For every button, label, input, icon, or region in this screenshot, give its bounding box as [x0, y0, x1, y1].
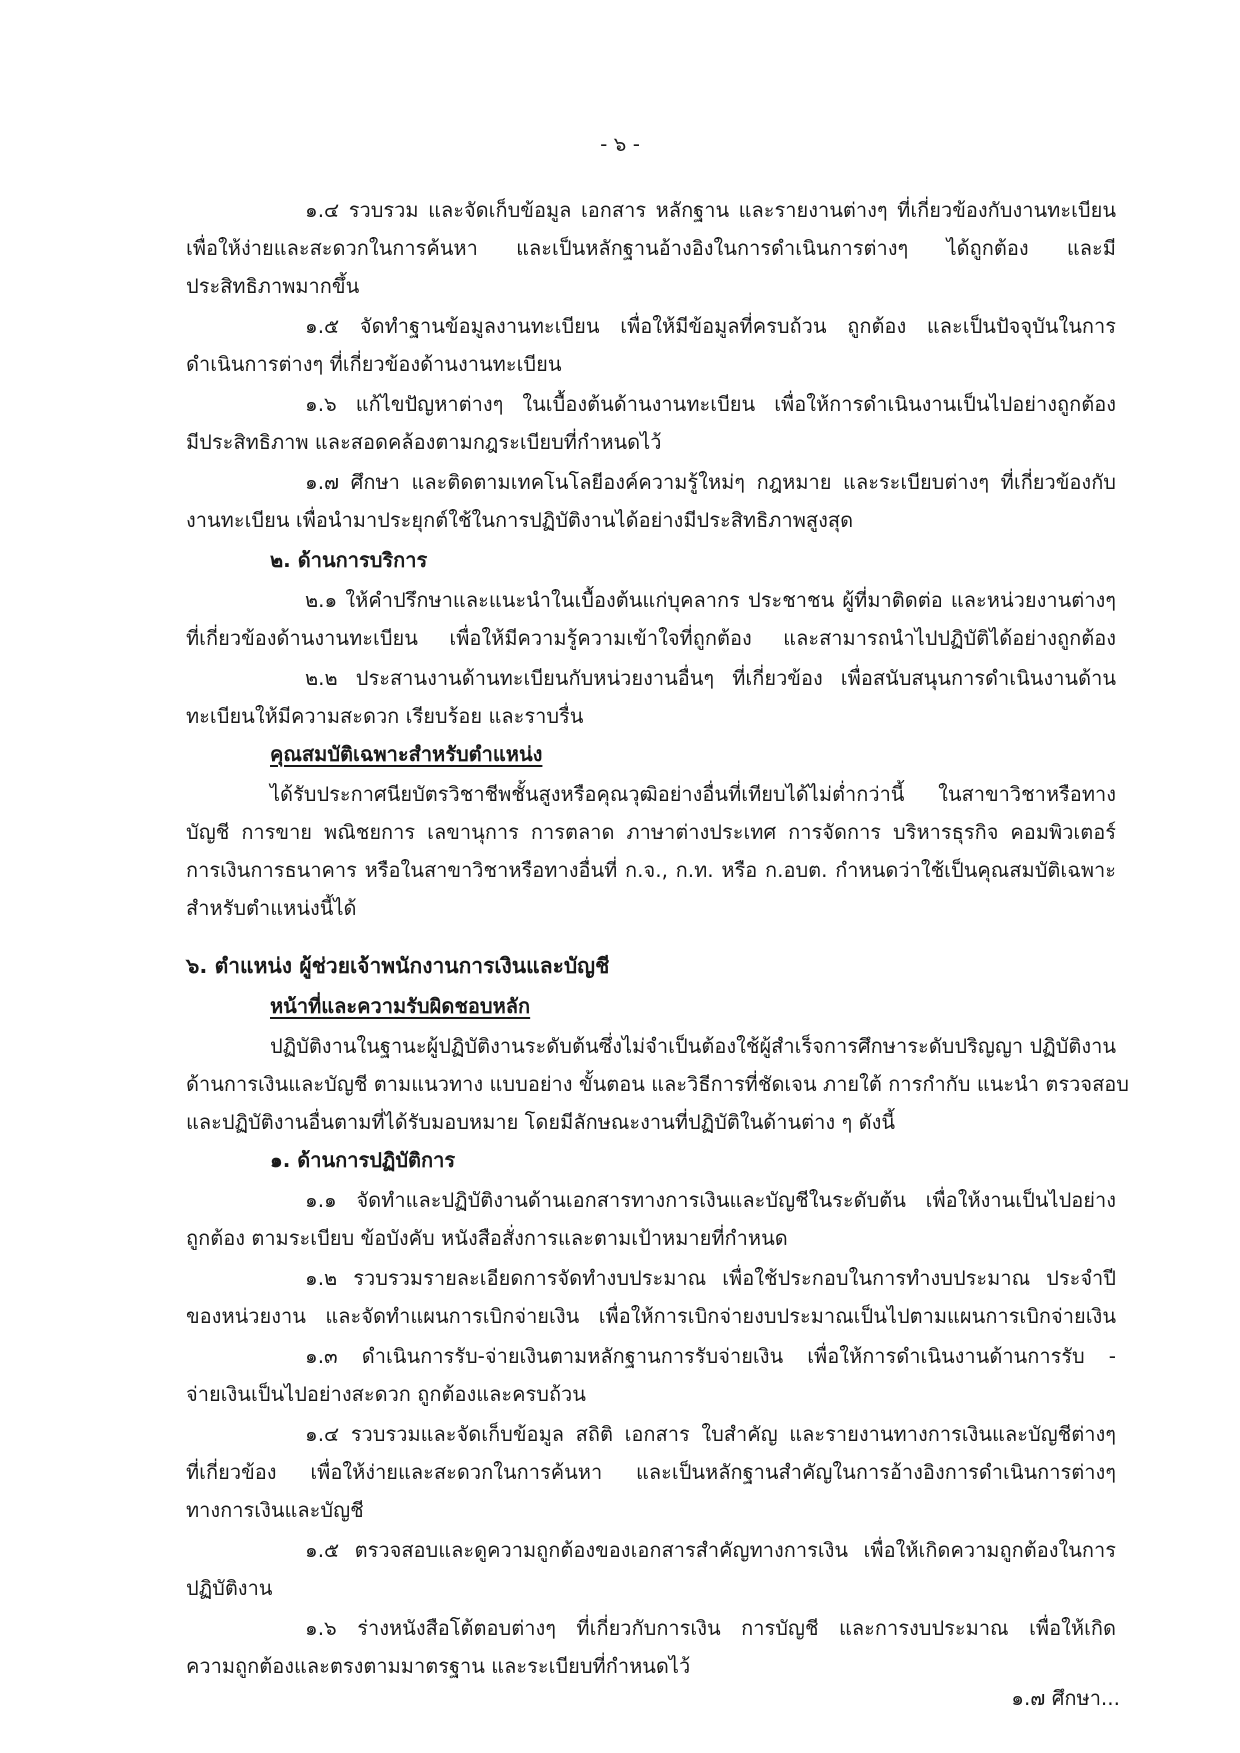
paragraph-line: ที่เกี่ยวข้อง เพื่อให้ง่ายและสะดวกในการค้นหา และเป็นหลักฐานสำคัญในการอ้างอิงการดำเนินการต่างๆ	[186, 1460, 1116, 1484]
paragraph-line: ๑.๓ ดำเนินการรับ-จ่ายเงินตามหลักฐานการรับจ่ายเงิน เพื่อให้การดำเนินงานด้านการรับ -	[305, 1344, 1116, 1368]
paragraph-line: ทะเบียนให้มีความสะดวก เรียบร้อย และราบรื่น	[186, 704, 584, 728]
paragraph-line: ถูกต้อง ตามระเบียบ ข้อบังคับ หนังสือสั่งการและตามเป้าหมายที่กำหนด	[186, 1226, 788, 1250]
paragraph-line: ได้รับประกาศนียบัตรวิชาชีพชั้นสูงหรือคุณวุฒิอย่างอื่นที่เทียบได้ไม่ต่ำกว่านี้ ในสาขาวิชาหรือทาง	[270, 782, 1116, 806]
paragraph-line: ทางการเงินและบัญชี	[186, 1498, 364, 1522]
paragraph-line: ๒.๑ ให้คำปรึกษาและแนะนำในเบื้องต้นแก่บุคลากร ประชาชน ผู้ที่มาติดต่อ และหน่วยงานต่างๆ	[305, 588, 1116, 612]
section-heading: ๑. ด้านการปฏิบัติการ	[270, 1148, 456, 1172]
paragraph-line: เพื่อให้ง่ายและสะดวกในการค้นหา และเป็นหลักฐานอ้างอิงในการดำเนินการต่างๆ ได้ถูกต้อง และมี	[186, 236, 1116, 260]
paragraph-line: ของหน่วยงาน และจัดทำแผนการเบิกจ่ายเงิน เพื่อให้การเบิกจ่ายงบประมาณเป็นไปตามแผนการเบิกจ่ายเงิน	[186, 1304, 1116, 1328]
paragraph-line: บัญชี การขาย พณิชยการ เลขานุการ การตลาด ภาษาต่างประเทศ การจัดการ บริหารธุรกิจ คอมพิวเตอร์	[186, 820, 1116, 844]
paragraph-line: ปฏิบัติงานในฐานะผู้ปฏิบัติงานระดับต้นซึ่งไม่จำเป็นต้องใช้ผู้สำเร็จการศึกษาระดับปริญญา ปฏิบัติงาน	[270, 1034, 1116, 1058]
paragraph-line: และปฏิบัติงานอื่นตามที่ได้รับมอบหมาย โดยมีลักษณะงานที่ปฏิบัติในด้านต่าง ๆ ดังนี้	[186, 1110, 896, 1134]
paragraph-line: ๑.๒ รวบรวมรายละเอียดการจัดทำงบประมาณ เพื่อใช้ประกอบในการทำงบประมาณ ประจำปี	[305, 1266, 1116, 1290]
paragraph-line: ๑.๕ ตรวจสอบและดูความถูกต้องของเอกสารสำคัญทางการเงิน เพื่อให้เกิดความถูกต้องในการ	[305, 1538, 1116, 1562]
paragraph-line: มีประสิทธิภาพ และสอดคล้องตามกฎระเบียบที่กำหนดไว้	[186, 430, 662, 454]
paragraph-line: ๑.๖ แก้ไขปัญหาต่างๆ ในเบื้องต้นด้านงานทะเบียน เพื่อให้การดำเนินงานเป็นไปอย่างถูกต้อง	[305, 392, 1116, 416]
paragraph-line: ๑.๕ จัดทำฐานข้อมูลงานทะเบียน เพื่อให้มีข้อมูลที่ครบถ้วน ถูกต้อง และเป็นปัจจุบันในการ	[305, 314, 1116, 338]
paragraph-line: ๑.๗ ศึกษา และติดตามเทคโนโลยีองค์ความรู้ใหม่ๆ กฎหมาย และระเบียบต่างๆ ที่เกี่ยวข้องกับ	[305, 470, 1116, 494]
paragraph-line: สำหรับตำแหน่งนี้ได้	[186, 896, 357, 920]
duties-heading: หน้าที่และความรับผิดชอบหลัก	[270, 994, 531, 1018]
paragraph-line: ๑.๖ ร่างหนังสือโต้ตอบต่างๆ ที่เกี่ยวกับการเงิน การบัญชี และการงบประมาณ เพื่อให้เกิด	[305, 1616, 1116, 1640]
paragraph-line: ด้านการเงินและบัญชี ตามแนวทาง แบบอย่าง ขั้นตอน และวิธีการที่ชัดเจน ภายใต้ การกำกับ แนะนำ ตรวจสอบ	[186, 1072, 1129, 1096]
paragraph-line: ประสิทธิภาพมากขึ้น	[186, 274, 360, 298]
paragraph-line: ๑.๑ จัดทำและปฏิบัติงานด้านเอกสารทางการเงินและบัญชีในระดับต้น เพื่อให้งานเป็นไปอย่าง	[305, 1188, 1116, 1212]
paragraph-line: ๒.๒ ประสานงานด้านทะเบียนกับหน่วยงานอื่นๆ ที่เกี่ยวข้อง เพื่อสนับสนุนการดำเนินงานด้าน	[305, 666, 1116, 690]
continuation-marker: ๑.๗ ศึกษา...	[1011, 1686, 1120, 1710]
paragraph-line: ที่เกี่ยวข้องด้านงานทะเบียน เพื่อให้มีความรู้ความเข้าใจที่ถูกต้อง และสามารถนำไปปฏิบัติได้อย่างถูกต้อง	[186, 626, 1116, 650]
paragraph-line: ๑.๔ รวบรวม และจัดเก็บข้อมูล เอกสาร หลักฐาน และรายงานต่างๆ ที่เกี่ยวข้องกับงานทะเบียน	[305, 198, 1116, 222]
paragraph-line: การเงินการธนาคาร หรือในสาขาวิชาหรือทางอื่นที่ ก.จ., ก.ท. หรือ ก.อบต. กำหนดว่าใช้เป็นคุณสมบัติเฉพาะ	[186, 858, 1116, 882]
position-title: ๖. ตำแหน่ง ผู้ช่วยเจ้าพนักงานการเงินและบัญชี	[186, 954, 610, 978]
section-heading: ๒. ด้านการบริการ	[270, 548, 428, 572]
qualifications-heading: คุณสมบัติเฉพาะสำหรับตำแหน่ง	[270, 742, 543, 766]
paragraph-line: ความถูกต้องและตรงตามมาตรฐาน และระเบียบที่กำหนดไว้	[186, 1654, 691, 1678]
paragraph-line: ดำเนินการต่างๆ ที่เกี่ยวข้องด้านงานทะเบียน	[186, 352, 562, 376]
paragraph-line: งานทะเบียน เพื่อนำมาประยุกต์ใช้ในการปฏิบัติงานได้อย่างมีประสิทธิภาพสูงสุด	[186, 508, 854, 532]
paragraph-line: ปฏิบัติงาน	[186, 1576, 273, 1600]
paragraph-line: ๑.๔ รวบรวมและจัดเก็บข้อมูล สถิติ เอกสาร ใบสำคัญ และรายงานทางการเงินและบัญชีต่างๆ	[305, 1422, 1116, 1446]
page-number: - ๖ -	[600, 132, 640, 156]
paragraph-line: จ่ายเงินเป็นไปอย่างสะดวก ถูกต้องและครบถ้วน	[186, 1382, 586, 1406]
